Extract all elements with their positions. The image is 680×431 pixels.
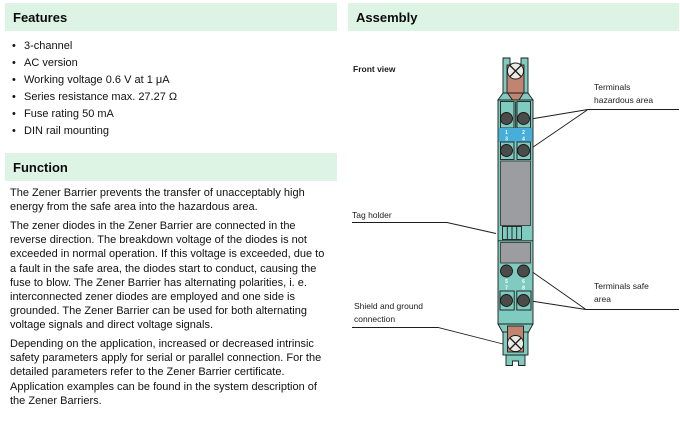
function-section-header xyxy=(5,153,337,181)
terminal-circle xyxy=(518,113,530,125)
terminal-number: 1 xyxy=(505,130,508,136)
assembly-diagram xyxy=(340,36,680,431)
label-terminals-safe-area: Terminals safe area xyxy=(594,281,649,304)
leader-terminals-safe xyxy=(531,271,679,310)
leader-tag-holder xyxy=(352,223,496,234)
features-list xyxy=(10,38,332,140)
terminal-number: 8 xyxy=(522,285,525,292)
feature-item: • Series resistance max. 27.27 Ω xyxy=(10,89,332,106)
feature-item: • 3-channel xyxy=(10,38,332,55)
function-paragraph-1: The Zener Barrier prevents the transfer of unacceptably high energy from the safe area into the hazardous area. xyxy=(10,187,305,214)
bottom-tip xyxy=(506,355,525,366)
terminal-number: 4 xyxy=(522,136,525,143)
function-text xyxy=(10,186,329,413)
feature-item: • DIN rail mounting xyxy=(10,123,332,140)
zener-barrier-device xyxy=(498,58,533,366)
terminal-number: 3 xyxy=(505,136,508,143)
function-title: Function xyxy=(13,159,68,175)
assembly-title: Assembly xyxy=(356,9,418,25)
terminal-number-strip xyxy=(499,128,532,142)
terminal-number: 2 xyxy=(522,130,525,136)
terminal-circle xyxy=(518,295,530,307)
terminal-circle xyxy=(518,265,530,277)
feature-item: • Fuse rating 50 mA xyxy=(10,106,332,123)
terminal-number: 6 xyxy=(522,279,525,285)
terminal-number: 7 xyxy=(505,285,508,292)
label-area-lower xyxy=(501,243,531,264)
label-tag-holder: Tag holder xyxy=(352,210,392,220)
feature-item: • AC version xyxy=(10,55,332,72)
assembly-section-header xyxy=(348,3,679,31)
features-section-header xyxy=(5,3,337,31)
leader-shield-ground xyxy=(352,328,503,345)
feature-item: • Working voltage 0.6 V at 1 μA xyxy=(10,72,332,89)
front-view-label: Front view xyxy=(353,64,396,74)
label-terminals-hazardous-area: Terminals hazardous area xyxy=(594,82,654,105)
terminal-number: 5 xyxy=(505,279,508,285)
features-title: Features xyxy=(13,9,68,25)
function-paragraph-3: Depending on the application, increased or decreased intrinsic safety parameters apply for serial or parallel connection. For the detailed parameters refer to the Zener Barrier certificate. Application examples can be found in the system description of the Zener Barriers. xyxy=(10,338,322,407)
function-paragraph-2: The zener diodes in the Zener Barrier are connected in the reverse direction. The breakdown voltage of the diodes is not exceeded in normal operation. If this voltage is exceeded, due to a fault in the safe area, the diodes start to conduct, causing the fuse to blow. The Zener Barrier has alternating polarities, i. e. interconnected zener diodes are employed and one side is grounded. The Zener Barrier can be used for both alternating voltage signals and direct voltage signals. xyxy=(10,219,325,332)
label-area-upper xyxy=(501,161,531,226)
terminal-circle xyxy=(501,113,513,125)
terminal-circle xyxy=(501,295,513,307)
leader-terminals-hazardous xyxy=(531,110,679,149)
terminal-circle xyxy=(501,265,513,277)
terminal-circle xyxy=(501,145,513,157)
label-shield-ground-connection: Shield and ground connection xyxy=(354,301,424,324)
terminal-circle xyxy=(518,145,530,157)
